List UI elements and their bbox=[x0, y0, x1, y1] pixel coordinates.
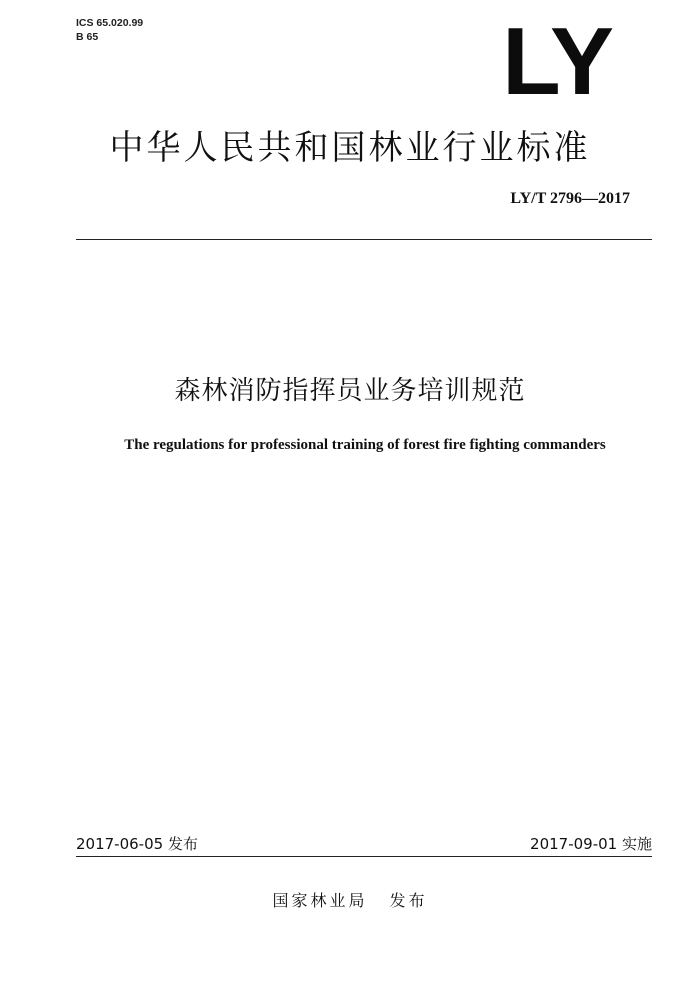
implementation-date: 2017-09-01 实施 bbox=[530, 835, 652, 853]
publisher-line bbox=[0, 888, 700, 911]
standard-number: LY/T 2796—2017 bbox=[510, 190, 630, 207]
issue-date: 2017-06-05 发布 bbox=[76, 835, 198, 853]
classification-codes bbox=[76, 16, 143, 44]
org-standard-title: 中华人民共和国林业行业标准 bbox=[109, 128, 591, 168]
bottom-divider bbox=[76, 856, 652, 857]
publisher-action: 发布 bbox=[389, 891, 428, 910]
document-title-chinese: 森林消防指挥员业务培训规范 bbox=[174, 376, 526, 406]
ccs-code: B 65 bbox=[76, 31, 99, 43]
document-title-english: The regulations for professional training of forest fire fighting commanders bbox=[124, 437, 606, 453]
top-divider bbox=[76, 239, 652, 240]
ly-logo: LY bbox=[502, 8, 612, 115]
ics-code: ICS 65.020.99 bbox=[76, 17, 144, 29]
publisher-name: 国家林业局 bbox=[272, 891, 368, 910]
